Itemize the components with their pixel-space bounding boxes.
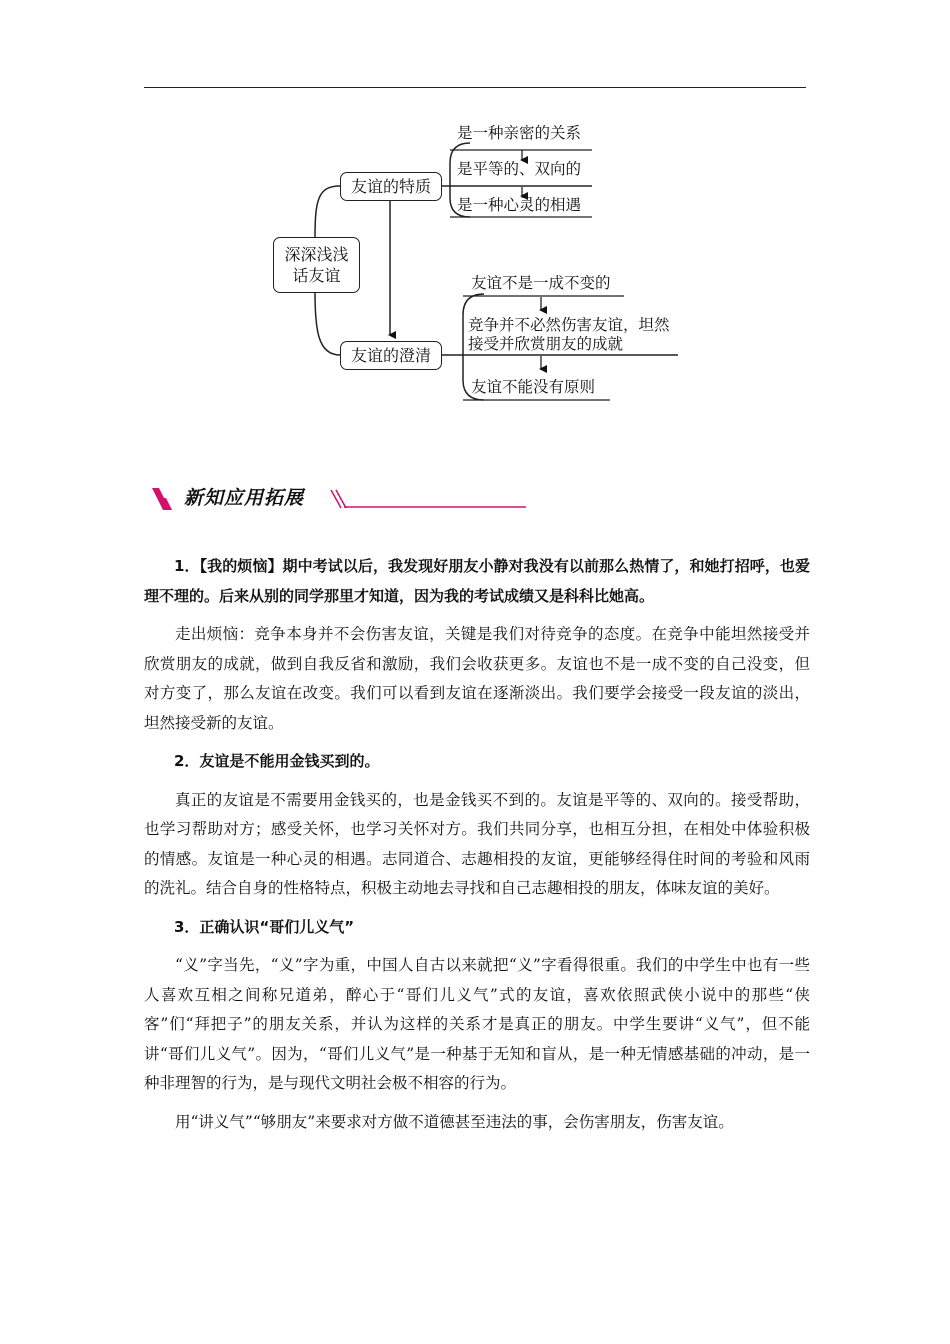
root-node — [273, 237, 360, 293]
traits-item-1: 是一种亲密的关系 — [457, 124, 582, 142]
branch-traits-label: 友谊的特质 — [350, 177, 431, 196]
pink-stroke-icon — [331, 490, 341, 508]
mind-map — [0, 0, 950, 420]
clarify-item-2: 竞争并不必然伤害友谊，坦然接受并欣赏朋友的成就 — [468, 316, 670, 353]
item-3-heading: 3．正确认识“哥们儿义气” — [174, 917, 355, 936]
root-to-clarify-line — [315, 292, 340, 355]
root-to-traits-line — [315, 186, 340, 238]
section-title: 新知应用拓展 — [184, 487, 305, 509]
item-3-conclusion: 用“讲义气”“够朋友”来要求对方做不道德甚至违法的事，会伤害朋友，伤害友谊。 — [175, 1112, 734, 1131]
item-1-body: 走出烦恼：竞争本身并不会伤害友谊，关键是我们对待竞争的态度。在竞争中能坦然接受并欣赏朋友的成就，做到自我反省和激励，我们会收获更多。友谊也不是一成不变的自己没变，但对方变了，那么友谊在改变。我们可以看到友谊在逐渐淡出。我们要学会接受一段友谊的淡出，坦然接受新的友谊。 — [144, 625, 810, 732]
item-3-body: “义”字当先，“义”字为重，中国人自古以来就把“义”字看得很重。我们的中学生中也有一些人喜欢互相之间称兄道弟，醉心于“哥们儿义气”式的友谊，喜欢依照武侠小说中的那些“侠客”们“拜把子”的朋友关系，并认为这样的关系才是真正的朋友。中学生要讲“义气”，但不能讲“哥们儿义气”。因为，“哥们儿义气”是一种基于无知和盲从，是一种无情感基础的冲动，是一种非理智的行为，是与现代文明社会极不相容的行为。 — [144, 956, 810, 1092]
section-header — [148, 484, 528, 514]
item-1-heading: 1．【我的烦恼】期中考试以后，我发现好朋友小静对我没有以前那么热情了，和她打招呼，也爱理不理的。后来从别的同学那里才知道，因为我的考试成绩又是科科比她高。 — [144, 557, 810, 605]
root-node-label: 深深浅浅话友谊 — [284, 245, 349, 285]
traits-item-3: 是一种心灵的相遇 — [457, 196, 582, 214]
traits-item-2: 是平等的、双向的 — [457, 160, 582, 178]
branch-clarify-node — [340, 341, 442, 370]
branch-clarify-label: 友谊的澄清 — [350, 346, 431, 365]
item-2-heading: 2．友谊是不能用金钱买到的。 — [174, 752, 380, 770]
clarify-item-3: 友谊不能没有原则 — [471, 378, 596, 396]
item-2-body: 真正的友谊是不需要用金钱买的，也是金钱买不到的。友谊是平等的、双向的。接受帮助，也学习帮助对方；感受关怀，也学习关怀对方。我们共同分享，也相互分担，在相处中体验积极的情感。友谊是一种心灵的相遇。志同道合、志趣相投的友谊，更能够经得住时间的考验和风雨的洗礼。结合自身的性格特点，积极主动地去寻找和自己志趣相投的朋友，体味友谊的美好。 — [144, 790, 810, 897]
branch-traits-node — [340, 172, 442, 201]
clarify-item-1: 友谊不是一成不变的 — [471, 274, 611, 292]
content-body — [144, 552, 810, 1137]
